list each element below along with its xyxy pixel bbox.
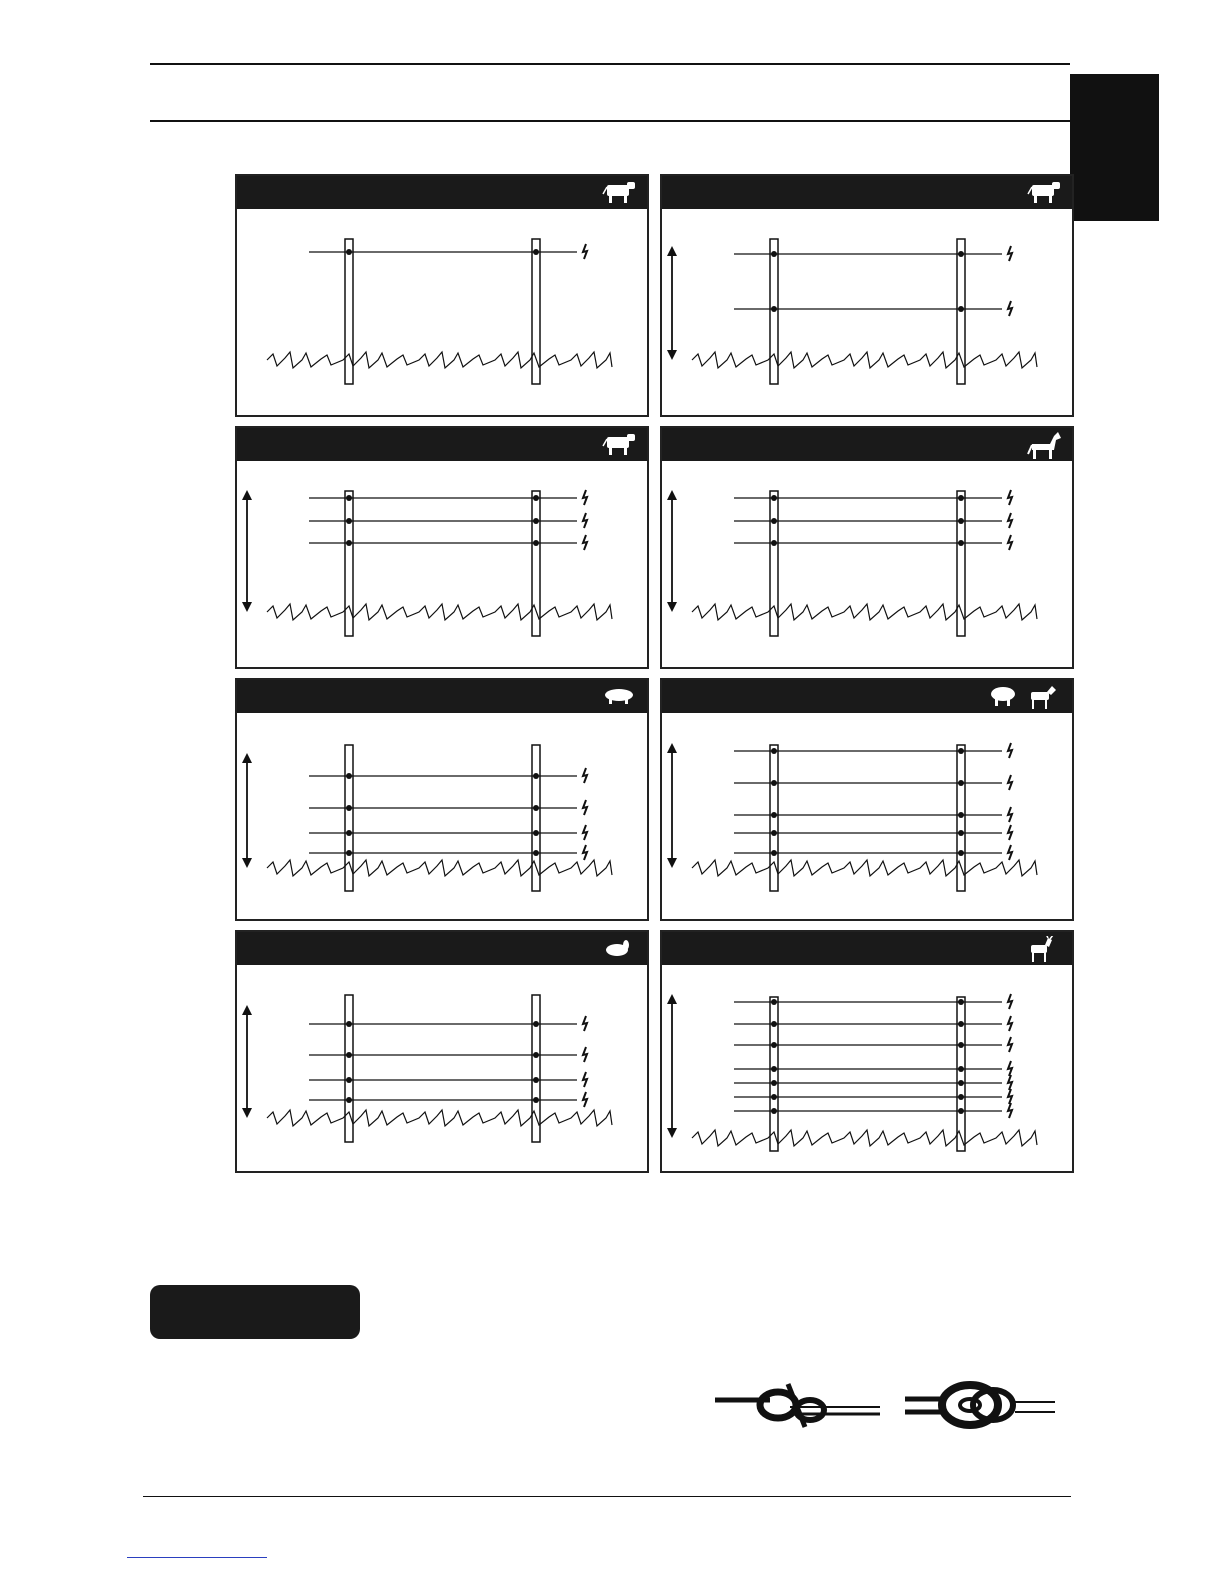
insulator: [346, 518, 352, 524]
arrow-up-icon: [667, 743, 677, 753]
rabbit-icon: [606, 940, 629, 956]
electric-bolt-icon: [583, 768, 587, 783]
insulator: [533, 1097, 539, 1103]
arrow-down-icon: [242, 858, 252, 868]
ground-grass: [692, 860, 1037, 876]
fence-diagram: [662, 965, 1072, 1171]
insulator: [346, 249, 352, 255]
electric-bolt-icon: [583, 535, 587, 550]
insulator: [771, 1042, 777, 1048]
insulator: [958, 540, 964, 546]
insulator: [958, 495, 964, 501]
electric-bolt-icon: [583, 845, 587, 860]
fence-panel-p3: [235, 426, 649, 669]
section-tab: [1070, 74, 1159, 221]
arrow-up-icon: [242, 1005, 252, 1015]
panel-header: [237, 428, 647, 461]
insulator: [958, 518, 964, 524]
panel-header: [237, 176, 647, 209]
insulator: [533, 1021, 539, 1027]
electric-bolt-icon: [1008, 513, 1012, 528]
electric-bolt-icon: [1008, 807, 1012, 822]
fence-panel-p7: [235, 930, 649, 1173]
insulator: [533, 830, 539, 836]
insulator: [958, 1108, 964, 1114]
electric-bolt-icon: [1008, 743, 1012, 758]
electric-bolt-icon: [583, 1092, 587, 1107]
insulator: [771, 748, 777, 754]
insulator: [958, 830, 964, 836]
cow-icon: [1028, 182, 1060, 203]
insulator: [958, 999, 964, 1005]
insulator: [346, 805, 352, 811]
arrow-up-icon: [667, 490, 677, 500]
insulator: [958, 306, 964, 312]
arrow-down-icon: [242, 1108, 252, 1118]
header-bottom-rule: [150, 120, 1070, 122]
panel-header: [662, 428, 1072, 461]
fence-post: [532, 745, 540, 891]
fence-post: [532, 995, 540, 1142]
fence-diagram: [662, 209, 1072, 415]
insulator: [533, 249, 539, 255]
insulator: [771, 780, 777, 786]
ground-grass: [692, 604, 1037, 620]
electric-bolt-icon: [1008, 1089, 1012, 1104]
fence-diagram: [237, 713, 647, 919]
electric-bolt-icon: [1008, 994, 1012, 1009]
insulator: [771, 251, 777, 257]
insulator: [346, 773, 352, 779]
insulator: [771, 850, 777, 856]
ground-grass: [267, 860, 612, 876]
insulator: [346, 495, 352, 501]
fence-post: [532, 239, 540, 384]
fence-post: [957, 997, 965, 1151]
electric-bolt-icon: [1008, 535, 1012, 550]
insulator: [771, 306, 777, 312]
arrow-up-icon: [667, 246, 677, 256]
deer-icon: [1031, 936, 1053, 962]
panel-header: [237, 932, 647, 965]
insulator: [533, 540, 539, 546]
insulator: [771, 1080, 777, 1086]
cow-icon: [603, 434, 635, 455]
fence-diagram: [237, 209, 647, 415]
arrow-up-icon: [242, 753, 252, 763]
insulator: [771, 812, 777, 818]
ground-grass: [267, 604, 612, 620]
electric-bolt-icon: [583, 490, 587, 505]
electric-bolt-icon: [1008, 1103, 1012, 1118]
fence-post: [770, 997, 778, 1151]
insulator: [771, 1094, 777, 1100]
insulator: [958, 812, 964, 818]
electric-bolt-icon: [583, 1016, 587, 1031]
fence-diagram: [662, 461, 1072, 667]
insulator: [958, 1080, 964, 1086]
insulator: [346, 850, 352, 856]
electric-bolt-icon: [1008, 1061, 1012, 1076]
electric-bolt-icon: [1008, 1016, 1012, 1031]
ground-grass: [267, 1110, 612, 1126]
knot-illustrations: [710, 1372, 1070, 1442]
panel-header: [237, 680, 647, 713]
knot-reef: [905, 1385, 1055, 1425]
electric-bolt-icon: [1008, 246, 1012, 261]
cow-icon: [603, 182, 635, 203]
insulator: [346, 1021, 352, 1027]
insulator: [958, 748, 964, 754]
arrow-down-icon: [667, 1128, 677, 1138]
insulator: [771, 518, 777, 524]
electric-bolt-icon: [1008, 775, 1012, 790]
arrow-up-icon: [242, 490, 252, 500]
fence-panel-p5: [235, 678, 649, 921]
insulator: [346, 540, 352, 546]
insulator: [958, 1042, 964, 1048]
insulator: [958, 780, 964, 786]
arrow-up-icon: [667, 994, 677, 1004]
electric-bolt-icon: [1008, 1037, 1012, 1052]
panel-header: [662, 680, 1072, 713]
electric-bolt-icon: [583, 1072, 587, 1087]
insulator: [771, 1066, 777, 1072]
fence-diagram: [237, 965, 647, 1171]
fence-panel-p8: [660, 930, 1074, 1173]
insulator: [346, 1077, 352, 1083]
knot-overhand: [715, 1384, 880, 1427]
insulator: [771, 999, 777, 1005]
pig-icon: [605, 689, 633, 704]
fence-panel-p6: [660, 678, 1074, 921]
insulator: [533, 495, 539, 501]
fence-diagram: [237, 461, 647, 667]
insulator: [771, 1108, 777, 1114]
insulator: [958, 1066, 964, 1072]
arrow-down-icon: [667, 350, 677, 360]
header-top-rule: [150, 63, 1070, 65]
insulator: [958, 1094, 964, 1100]
footer-link-underline[interactable]: [127, 1557, 267, 1558]
insulator: [533, 805, 539, 811]
insulator: [533, 1052, 539, 1058]
arrow-down-icon: [667, 602, 677, 612]
sheep-icon: [991, 687, 1015, 706]
insulator: [771, 495, 777, 501]
insulator: [346, 830, 352, 836]
insulator: [346, 1097, 352, 1103]
insulator: [533, 850, 539, 856]
section-pill: [150, 1285, 360, 1339]
electric-bolt-icon: [583, 513, 587, 528]
electric-bolt-icon: [1008, 301, 1012, 316]
fence-panel-p1: [235, 174, 649, 417]
electric-bolt-icon: [1008, 1075, 1012, 1090]
insulator: [346, 1052, 352, 1058]
insulator: [771, 540, 777, 546]
ground-grass: [692, 1130, 1037, 1146]
fence-post: [532, 491, 540, 636]
footer-rule: [143, 1496, 1071, 1497]
electric-bolt-icon: [583, 1047, 587, 1062]
insulator: [958, 1021, 964, 1027]
electric-bolt-icon: [583, 800, 587, 815]
horse-icon: [1028, 432, 1061, 459]
panel-header: [662, 176, 1072, 209]
ground-grass: [692, 352, 1037, 368]
electric-bolt-icon: [1008, 490, 1012, 505]
electric-bolt-icon: [583, 244, 587, 259]
electric-bolt-icon: [1008, 845, 1012, 860]
arrow-down-icon: [242, 602, 252, 612]
panel-header: [662, 932, 1072, 965]
fence-diagram: [662, 713, 1072, 919]
insulator: [958, 251, 964, 257]
arrow-down-icon: [667, 858, 677, 868]
insulator: [533, 773, 539, 779]
insulator: [771, 830, 777, 836]
insulator: [533, 518, 539, 524]
fence-panel-p4: [660, 426, 1074, 669]
ground-grass: [267, 352, 612, 368]
electric-bolt-icon: [583, 825, 587, 840]
fence-panel-p2: [660, 174, 1074, 417]
insulator: [958, 850, 964, 856]
electric-bolt-icon: [1008, 825, 1012, 840]
fence-post: [957, 491, 965, 636]
goat-icon: [1031, 686, 1056, 709]
insulator: [533, 1077, 539, 1083]
insulator: [771, 1021, 777, 1027]
